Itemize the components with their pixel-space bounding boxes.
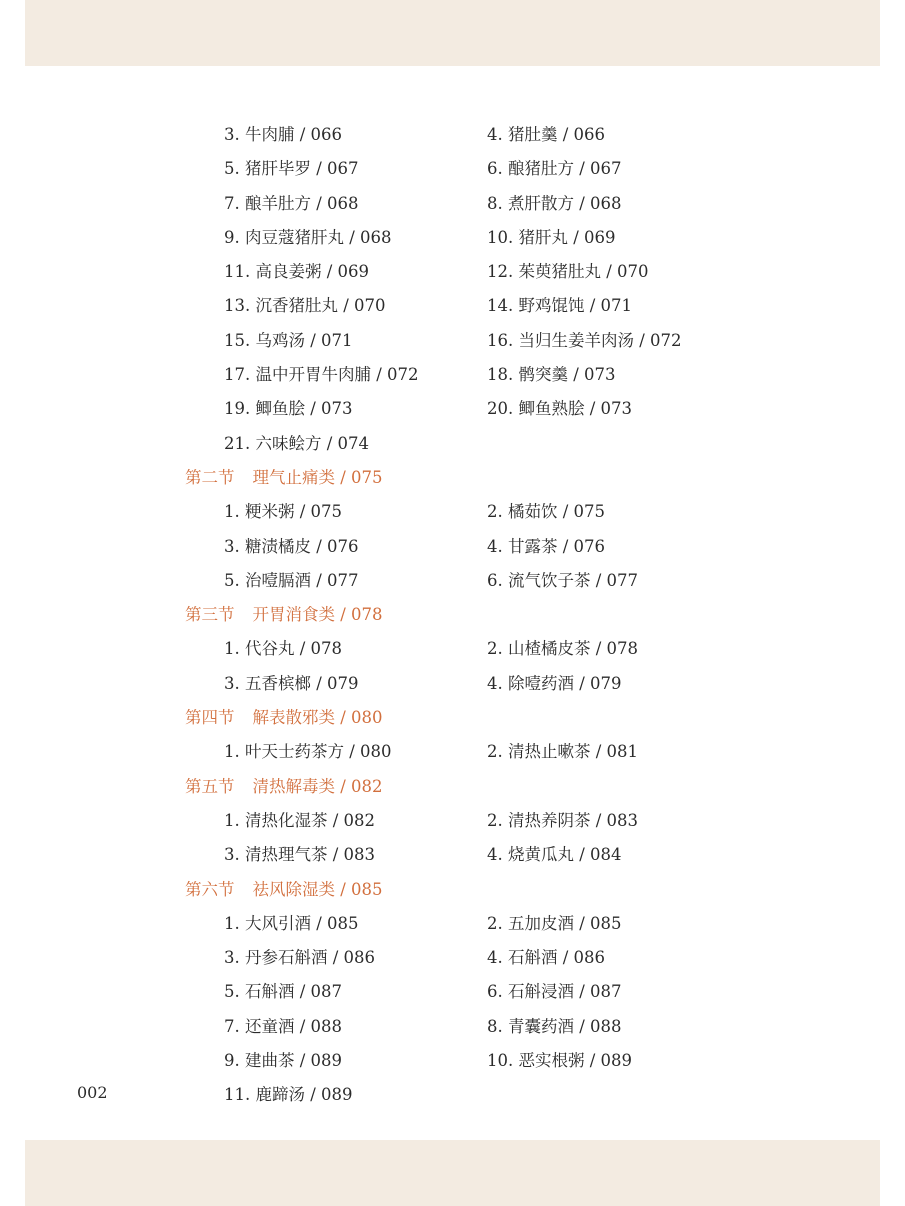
section-title: 祛风除湿类 / 085 bbox=[252, 879, 383, 899]
toc-row bbox=[0, 392, 905, 426]
toc-row bbox=[0, 975, 905, 1009]
toc-row bbox=[0, 358, 905, 392]
toc-entry[interactable]: 19. 鲫鱼脍 / 073 bbox=[224, 399, 353, 419]
toc-entry[interactable]: 3. 五香槟榔 / 079 bbox=[224, 673, 359, 693]
toc-section-row bbox=[0, 770, 905, 804]
toc-row bbox=[0, 838, 905, 872]
section-heading[interactable] bbox=[185, 598, 383, 632]
toc-section-row bbox=[0, 873, 905, 907]
section-number: 第三节 bbox=[185, 605, 235, 625]
header-band bbox=[25, 0, 880, 66]
toc-entry[interactable]: 8. 煮肝散方 / 068 bbox=[487, 193, 622, 213]
section-heading[interactable] bbox=[185, 873, 383, 907]
toc-section-row bbox=[0, 461, 905, 495]
toc-entry[interactable]: 4. 烧黄瓜丸 / 084 bbox=[487, 845, 622, 865]
toc-row bbox=[0, 530, 905, 564]
toc-row bbox=[0, 427, 905, 461]
toc-entry[interactable]: 1. 粳米粥 / 075 bbox=[224, 502, 343, 522]
toc-row bbox=[0, 118, 905, 152]
table-of-contents bbox=[0, 118, 905, 1113]
toc-entry[interactable]: 3. 清热理气茶 / 083 bbox=[224, 845, 376, 865]
toc-entry[interactable]: 11. 高良姜粥 / 069 bbox=[224, 262, 370, 282]
toc-entry[interactable]: 6. 流气饮子茶 / 077 bbox=[487, 570, 639, 590]
toc-section-row bbox=[0, 701, 905, 735]
section-heading[interactable] bbox=[185, 770, 383, 804]
toc-row bbox=[0, 564, 905, 598]
toc-entry[interactable]: 4. 除噎药酒 / 079 bbox=[487, 673, 622, 693]
toc-entry[interactable]: 4. 甘露茶 / 076 bbox=[487, 536, 606, 556]
toc-row bbox=[0, 495, 905, 529]
toc-entry[interactable]: 5. 治噎膈酒 / 077 bbox=[224, 570, 359, 590]
toc-section-row bbox=[0, 598, 905, 632]
toc-entry[interactable]: 6. 酿猪肚方 / 067 bbox=[487, 159, 622, 179]
toc-row bbox=[0, 221, 905, 255]
toc-entry[interactable]: 10. 猪肝丸 / 069 bbox=[487, 227, 616, 247]
toc-entry[interactable]: 9. 建曲茶 / 089 bbox=[224, 1051, 343, 1071]
toc-entry[interactable]: 15. 乌鸡汤 / 071 bbox=[224, 330, 353, 350]
toc-entry[interactable]: 5. 石斛酒 / 087 bbox=[224, 982, 343, 1002]
section-heading[interactable] bbox=[185, 701, 383, 735]
toc-entry[interactable]: 10. 恶实根粥 / 089 bbox=[487, 1051, 633, 1071]
toc-entry[interactable]: 8. 青囊药酒 / 088 bbox=[487, 1016, 622, 1036]
toc-entry[interactable]: 13. 沉香猪肚丸 / 070 bbox=[224, 296, 386, 316]
toc-entry[interactable]: 17. 温中开胃牛肉脯 / 072 bbox=[224, 365, 419, 385]
toc-entry[interactable]: 2. 清热养阴茶 / 083 bbox=[487, 810, 639, 830]
toc-row bbox=[0, 632, 905, 666]
toc-row bbox=[0, 804, 905, 838]
toc-row bbox=[0, 667, 905, 701]
toc-row bbox=[0, 324, 905, 358]
toc-row bbox=[0, 1010, 905, 1044]
toc-entry[interactable]: 11. 鹿蹄汤 / 089 bbox=[224, 1085, 353, 1105]
section-title: 开胃消食类 / 078 bbox=[252, 605, 383, 625]
toc-entry[interactable]: 7. 还童酒 / 088 bbox=[224, 1016, 343, 1036]
toc-entry[interactable]: 7. 酿羊肚方 / 068 bbox=[224, 193, 359, 213]
toc-entry[interactable]: 4. 石斛酒 / 086 bbox=[487, 948, 606, 968]
toc-row bbox=[0, 941, 905, 975]
toc-row bbox=[0, 735, 905, 769]
toc-entry[interactable]: 21. 六味鲙方 / 074 bbox=[224, 433, 370, 453]
section-title: 理气止痛类 / 075 bbox=[252, 467, 383, 487]
toc-entry[interactable]: 20. 鲫鱼熟脍 / 073 bbox=[487, 399, 633, 419]
toc-entry[interactable]: 1. 叶天士药茶方 / 080 bbox=[224, 742, 392, 762]
section-heading[interactable] bbox=[185, 461, 383, 495]
toc-row bbox=[0, 255, 905, 289]
toc-entry[interactable]: 1. 代谷丸 / 078 bbox=[224, 639, 343, 659]
toc-entry[interactable]: 3. 丹参石斛酒 / 086 bbox=[224, 948, 376, 968]
toc-row bbox=[0, 1044, 905, 1078]
toc-entry[interactable]: 1. 清热化湿茶 / 082 bbox=[224, 810, 376, 830]
toc-row bbox=[0, 289, 905, 323]
section-title: 清热解毒类 / 082 bbox=[252, 776, 383, 796]
section-number: 第六节 bbox=[185, 879, 235, 899]
toc-entry[interactable]: 3. 糖渍橘皮 / 076 bbox=[224, 536, 359, 556]
toc-entry[interactable]: 2. 五加皮酒 / 085 bbox=[487, 913, 622, 933]
toc-row bbox=[0, 152, 905, 186]
toc-entry[interactable]: 4. 猪肚羹 / 066 bbox=[487, 125, 606, 144]
section-number: 第二节 bbox=[185, 467, 235, 487]
section-number: 第四节 bbox=[185, 708, 235, 728]
toc-entry[interactable]: 2. 山楂橘皮茶 / 078 bbox=[487, 639, 639, 659]
toc-entry[interactable]: 1. 大风引酒 / 085 bbox=[224, 913, 359, 933]
toc-entry[interactable]: 5. 猪肝毕罗 / 067 bbox=[224, 159, 359, 179]
footer-band bbox=[25, 1140, 880, 1206]
toc-entry[interactable]: 2. 橘茹饮 / 075 bbox=[487, 502, 606, 522]
toc-entry[interactable]: 16. 当归生姜羊肉汤 / 072 bbox=[487, 330, 682, 350]
toc-entry[interactable]: 6. 石斛浸酒 / 087 bbox=[487, 982, 622, 1002]
toc-entry[interactable]: 12. 茱萸猪肚丸 / 070 bbox=[487, 262, 649, 282]
page-number: 002 bbox=[77, 1083, 108, 1102]
toc-entry[interactable]: 18. 鹘突羹 / 073 bbox=[487, 365, 616, 385]
toc-row bbox=[0, 907, 905, 941]
section-number: 第五节 bbox=[185, 776, 235, 796]
toc-entry[interactable]: 9. 肉豆蔻猪肝丸 / 068 bbox=[224, 227, 392, 247]
toc-entry[interactable]: 14. 野鸡馄饨 / 071 bbox=[487, 296, 633, 316]
section-title: 解表散邪类 / 080 bbox=[252, 708, 383, 728]
toc-entry[interactable]: 3. 牛肉脯 / 066 bbox=[224, 125, 343, 144]
toc-row bbox=[0, 187, 905, 221]
toc-entry[interactable]: 2. 清热止嗽茶 / 081 bbox=[487, 742, 639, 762]
toc-row bbox=[0, 1078, 905, 1112]
